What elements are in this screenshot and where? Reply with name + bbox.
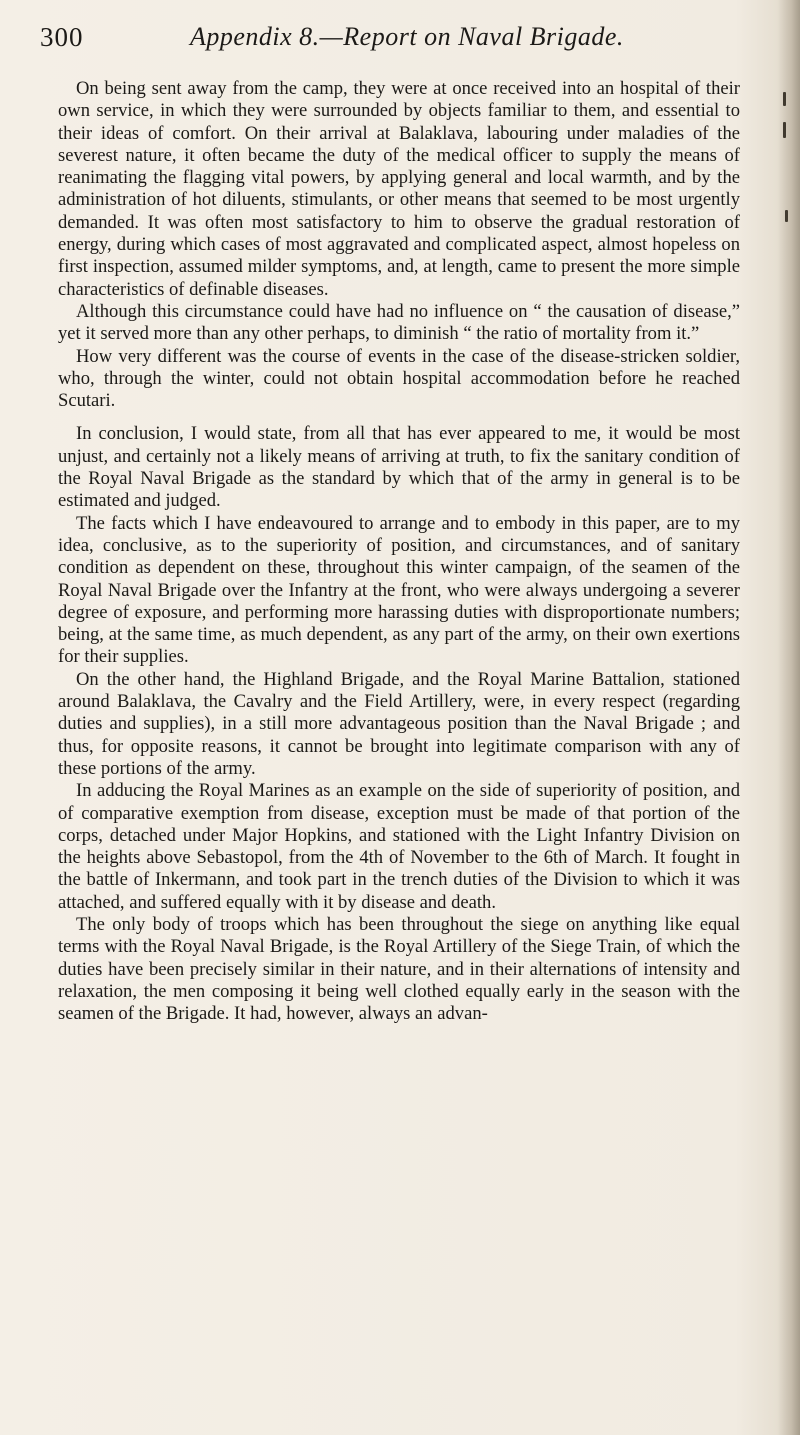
paragraph: How very different was the course of events in the case of the disease-stricken soldier, who, through the winter, could not obtain hospital accommodation before he reached Scutari. [58,345,740,412]
page-header [40,22,760,62]
paragraph: The only body of troops which has been throughout the siege on anything like equal terms with the Royal Naval Brigade, is the Royal Artillery of the Siege Train, of which the duties have been precisely similar in their nature, and in their alternations of intensity and relaxation, the men composing it being well clothed equally early in the season with the seamen of the Brigade. It had, however, always an advan- [58,913,740,1025]
page-number: 300 [40,22,84,52]
paragraph: On being sent away from the camp, they were at once received into an hospital of their own service, in which they were surrounded by objects familiar to them, and essential to their ideas of comfort. On their arrival at Balaklava, labouring under maladies of the severest nature, it often became the duty of the medical officer to supply the means of reanimating the flagging vital powers, by applying general and local warmth, and by the administration of hot diluents, stimulants, or other means that seemed to be most urgently demanded. It was often most satisfactory to him to observe the gradual restoration of energy, during which cases of most aggravated and complicated aspect, almost hopeless on first inspection, assumed milder symptoms, and, at length, came to present the more simple characteristics of definable diseases. [58,78,740,300]
paragraph: The facts which I have endeavoured to arrange and to embody in this paper, are to my idea, conclusive, as to the superiority of position, and circumstances, and of sanitary condition as dependent on these, throughout this winter campaign, of the seamen of the Royal Naval Brigade over the Infantry at the front, who were always undergoing a severer degree of exposure, and performing more harassing duties with disproportionate numbers; being, at the same time, as much dependent, as any part of the army, on their own exertions for their supplies. [58,512,740,668]
paragraph: In adducing the Royal Marines as an example on the side of superiority of position, and of comparative exemption from disease, exception must be made of that portion of the corps, detached under Major Hopkins, and stationed with the Light Infantry Division on the heights above Sebastopol, from the 4th of November to the 6th of March. It fought in the battle of Inkermann, and took part in the trench duties of the Division to which it was attached, and suffered equally with it by disease and death. [58,780,740,913]
body-text [58,78,740,1025]
paragraph: On the other hand, the Highland Brigade, and the Royal Marine Battalion, stationed around Balaklava, the Cavalry and the Field Artillery, were, in every respect (regarding duties and supplies), in a still more advantageous position than the Naval Brigade ; and thus, for opposite reasons, it cannot be brought into legitimate comparison with any of these portions of the army. [58,668,740,779]
page-edge-shadow [778,0,800,1435]
paragraph: Although this circumstance could have had no influence on “ the causation of disease,” yet it served more than any other perhaps, to diminish “ the ratio of mortality from it.” [58,300,740,345]
paragraph: In conclusion, I would state, from all that has ever appeared to me, it would be most unjust, and certainly not a likely means of arriving at truth, to fix the sanitary condition of the Royal Naval Brigade as the standard by which that of the army in general is to be estimated and judged. [58,423,740,512]
running-title: Appendix 8.—Report on Naval Brigade. [190,22,624,51]
